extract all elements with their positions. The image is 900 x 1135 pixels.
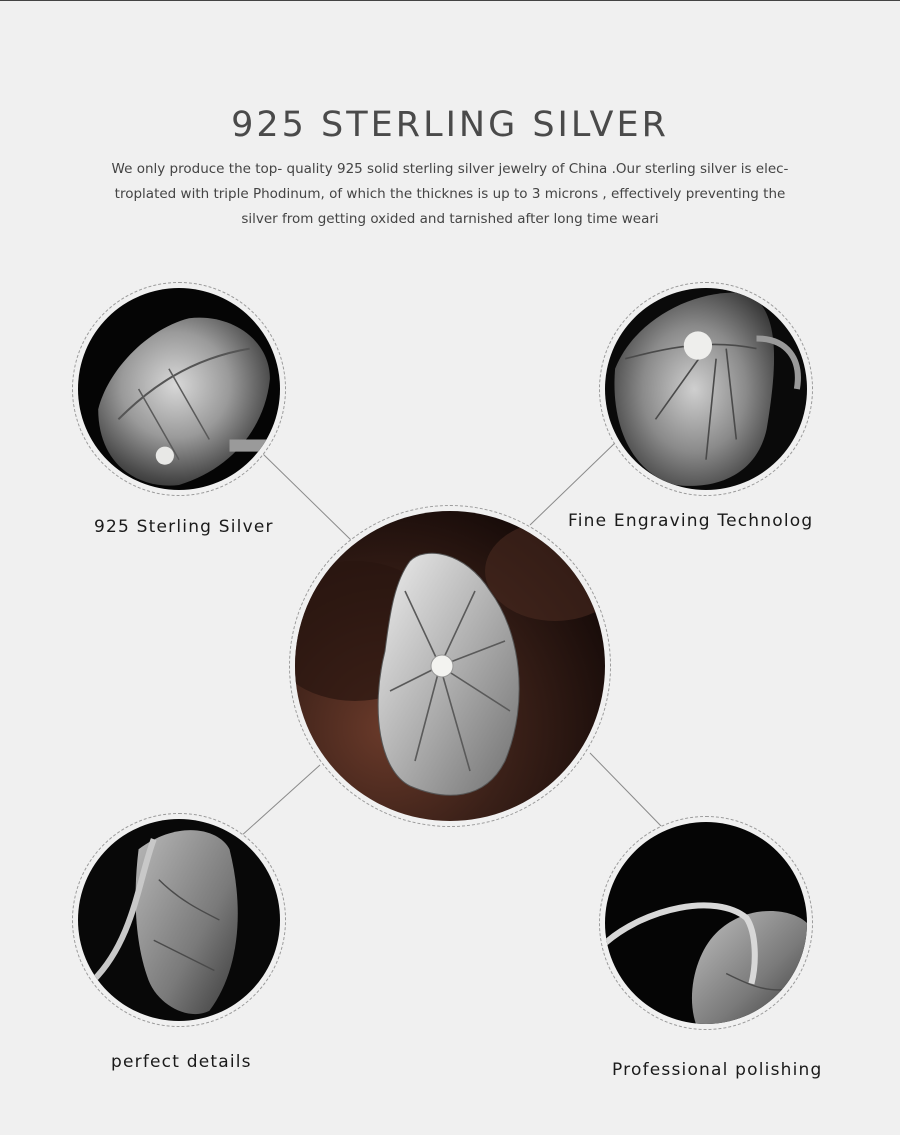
- top-right-product-image: [605, 288, 807, 490]
- center-product-image: [295, 511, 605, 821]
- top-right-label: Fine Engraving Technolog: [568, 511, 814, 531]
- bottom-left-product-image: [78, 819, 280, 1021]
- bottom-right-label: Professional polishing: [612, 1060, 823, 1080]
- top-left-product-image: [78, 288, 280, 490]
- bottom-left-label: perfect details: [111, 1052, 252, 1072]
- top-left-label: 925 Sterling Silver: [94, 517, 274, 537]
- bottom-right-product-image: [605, 822, 807, 1024]
- page-title: 925 STERLING SILVER: [231, 105, 669, 145]
- description-text: We only produce the top- quality 925 solid sterling silver jewelry of China .Our sterling silver is elec- troplated with triple Phodinum, of which the thicknes is up to 3 microns , effectively preventing the silver from getting oxided and tarnished after long time weari: [111, 161, 789, 227]
